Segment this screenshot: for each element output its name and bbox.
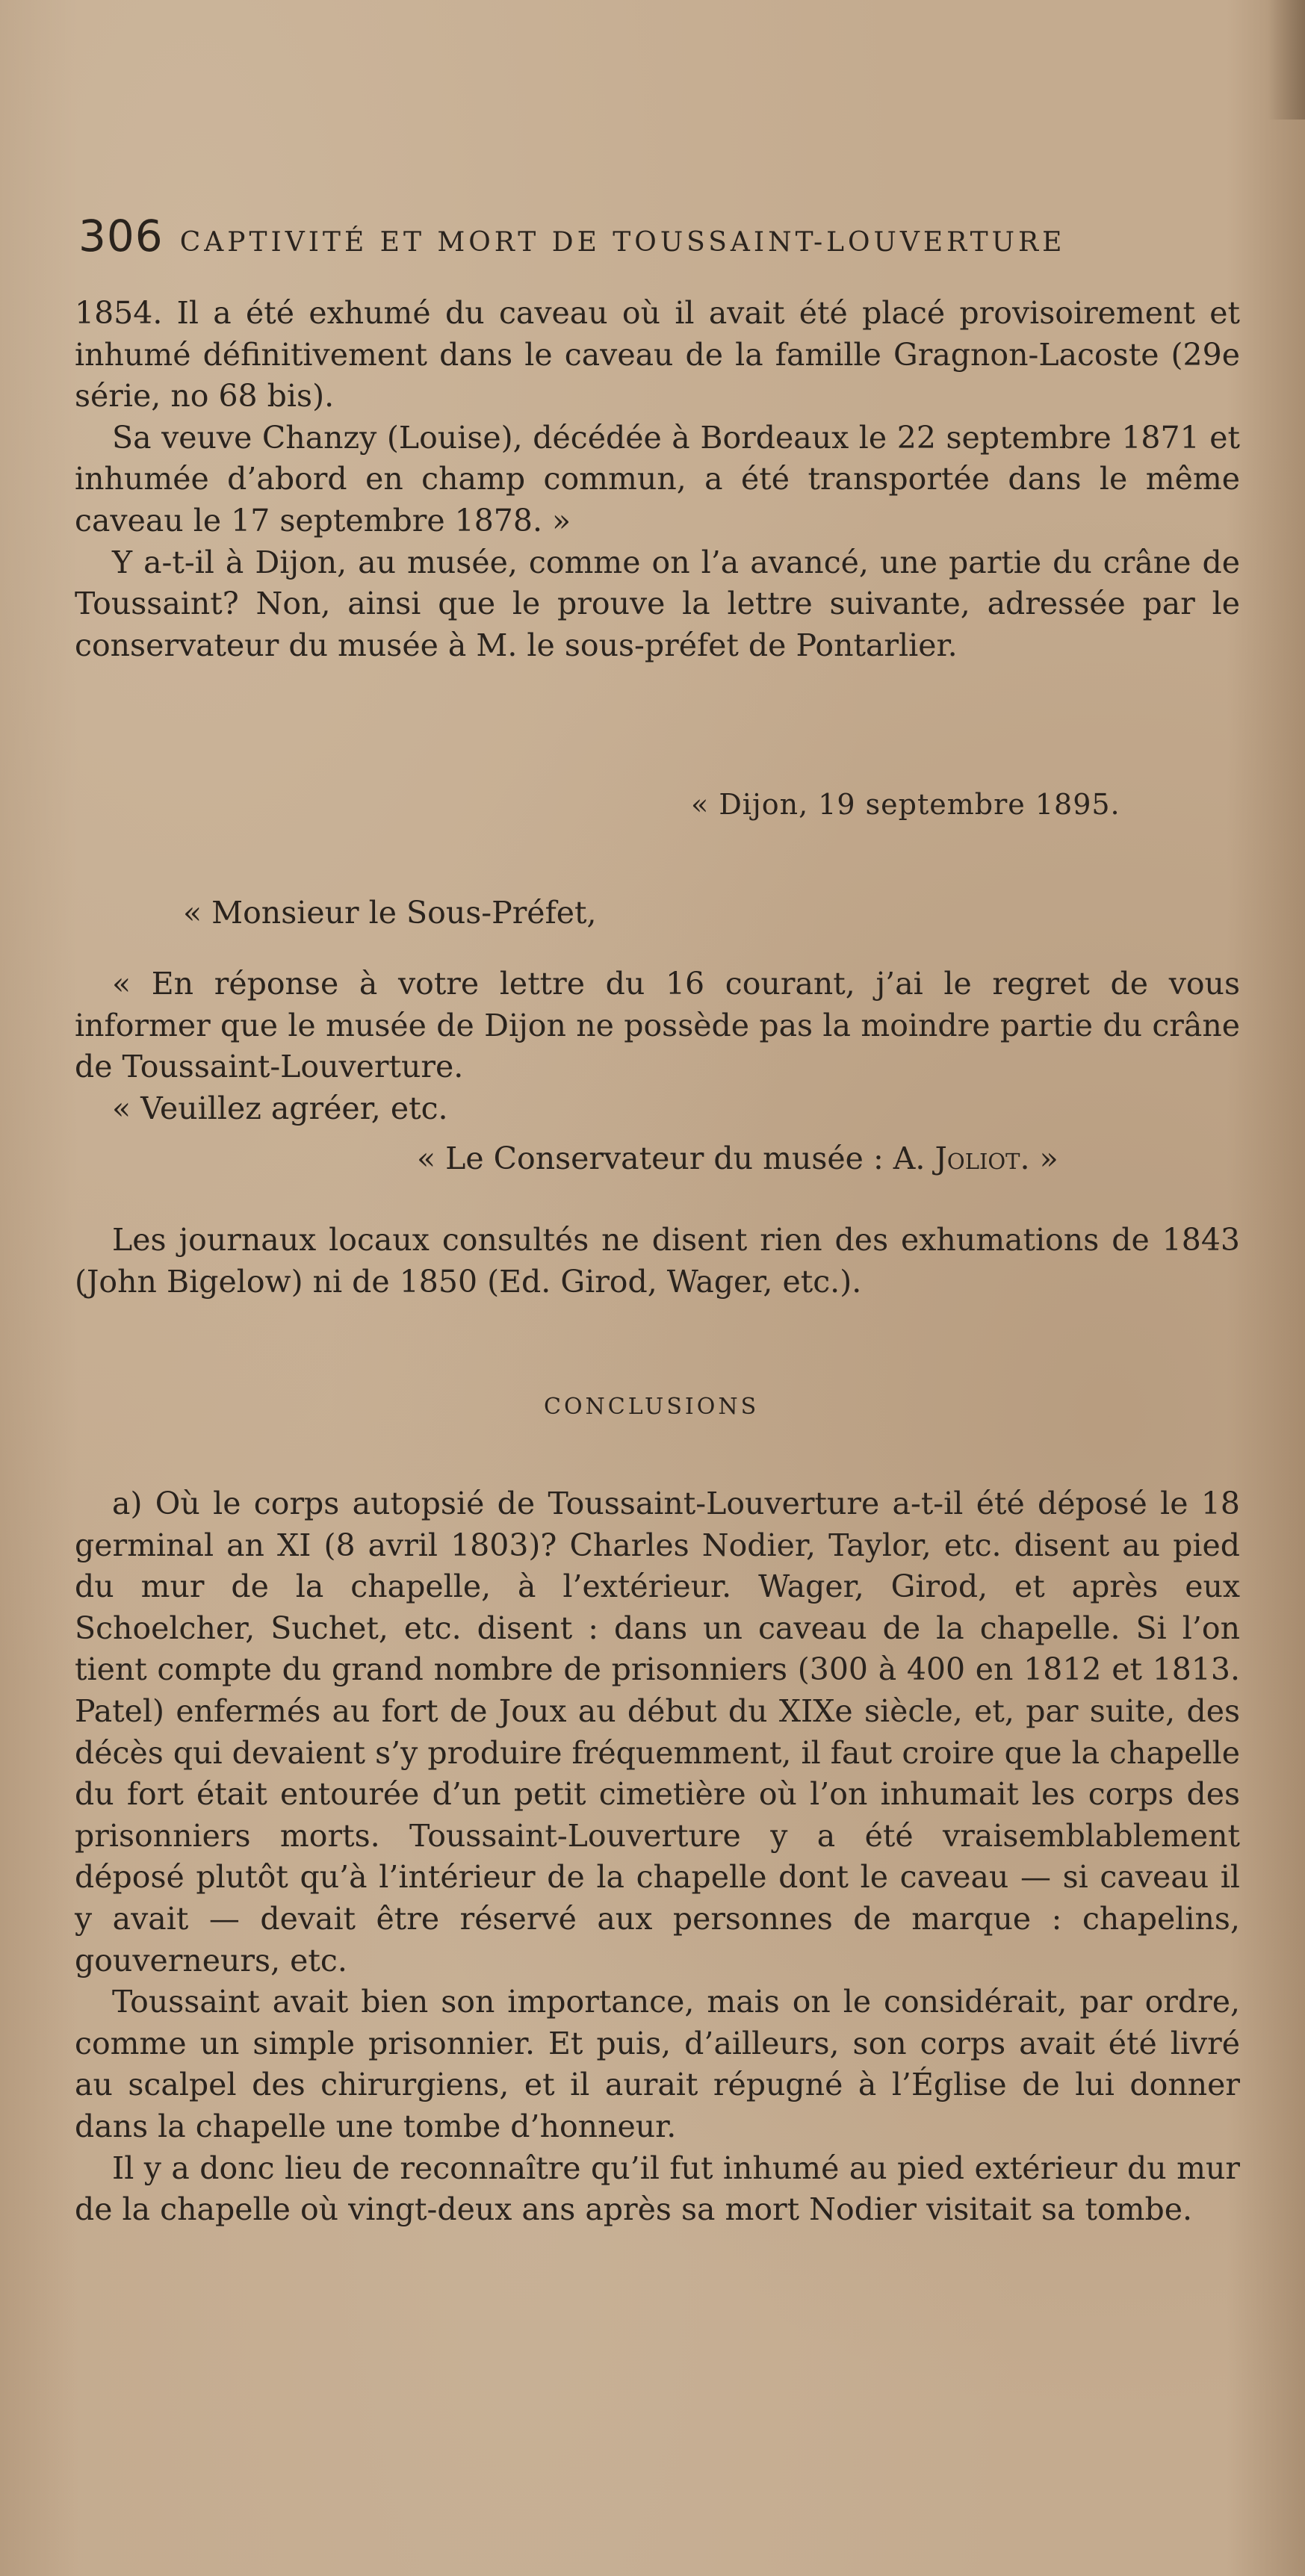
letter-body: [75, 963, 1240, 1129]
conclusion-paragraph-importance: Toussaint avait bien son importance, mais on le considérait, par ordre, comme un simple prisonnier. Et puis, d’ailleurs, son corps avait été livré au scalpel des chirurgiens, et il aurait répugné à l’Église de lui donner dans la chapelle une tombe d’honneur.: [75, 1984, 1240, 2144]
section-title-conclusions: CONCLUSIONS: [544, 1394, 760, 1420]
running-title: CAPTIVITÉ ET MORT DE TOUSSAINT-LOUVERTURE: [179, 227, 1066, 258]
signature-name: Joliot: [934, 1140, 1020, 1176]
paragraph-exhumation: 1854. Il a été exhumé du caveau où il avait été placé provisoirement et inhumé définitivement dans le caveau de la famille Gragnon-Lacoste (29e série, no 68 bis).: [75, 295, 1240, 415]
body-text-top: [75, 293, 1240, 666]
conclusion-paragraph-final: Il y a donc lieu de reconnaître qu’il fut inhumé au pied extérieur du mur de la chapelle où vingt-deux ans après sa mort Nodier visitait sa tombe.: [75, 2150, 1240, 2228]
letter-salutation: « Monsieur le Sous-Préfet,: [183, 895, 597, 931]
page-edge-stain: [1268, 0, 1305, 120]
letter-dateline: « Dijon, 19 septembre 1895.: [691, 788, 1120, 821]
after-letter-text: [75, 1220, 1240, 1303]
letter-paragraph-closing: « Veuillez agréer, etc.: [112, 1090, 448, 1126]
conclusion-paragraph-a: a) Où le corps autopsié de Toussaint-Louverture a-t-il été déposé le 18 germinal an XI (8 avril 1803)? Charles Nodier, Taylor, etc. disent au pied du mur de la chapelle, à l’extérieur. Wager, Girod, et après eux Schoelcher, Suchet, etc. disent : dans un caveau de la chapelle. Si l’on tient compte du grand nombre de prisonniers (300 à 400 en 1812 et 1813. Patel) enfermés au fort de Joux au début du XIXe siècle, et, par suite, des décès qui devaient s’y produire fréquemment, il faut croire que la chapelle du fort était entourée d’un petit cimetière où l’on inhumait les corps des prisonniers morts. Toussaint-Louverture y a été vraisemblablement déposé plutôt qu’à l’intérieur de la chapelle dont le caveau — si caveau il y avait — devait être réservé aux personnes de marque : chapelins, gouverneurs, etc.: [75, 1486, 1240, 1978]
page-header: [78, 211, 1199, 270]
paragraph-widow: Sa veuve Chanzy (Louise), décédée à Bordeaux le 22 septembre 1871 et inhumée d’abord en champ commun, a été transportée dans le même caveau le 17 septembre 1878. »: [75, 419, 1240, 539]
letter-signature: [417, 1140, 1058, 1176]
signature-suffix: . »: [1020, 1140, 1058, 1176]
paragraph-local-newspapers: Les journaux locaux consultés ne disent rien des exhumations de 1843 (John Bigelow) ni de 1850 (Ed. Girod, Wager, etc.).: [75, 1222, 1240, 1300]
paragraph-dijon-question: Y a-t-il à Dijon, au musée, comme on l’a avancé, une partie du crâne de Toussaint? Non, ainsi que le prouve la lettre suivante, adressée par le conservateur du musée à M. le sous-préfet de Pontarlier.: [75, 544, 1240, 663]
signature-prefix: « Le Conservateur du musée : A.: [417, 1140, 935, 1176]
conclusions-text: [75, 1483, 1240, 2231]
letter-paragraph-response: « En réponse à votre lettre du 16 courant, j’ai le regret de vous informer que le musée de Dijon ne possède pas la moindre partie du crâne de Toussaint-Louverture.: [75, 966, 1240, 1085]
page-number: 306: [78, 211, 164, 261]
